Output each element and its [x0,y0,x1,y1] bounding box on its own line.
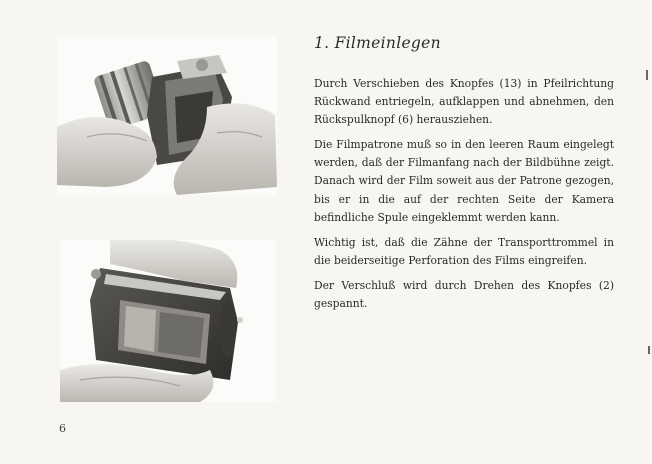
edge-mark [648,346,650,354]
paragraph: Die Filmpatrone muß so in den leeren Raum eingelegt werden, daß der Filmanfang nach der Bildbühne zeigt. Danach wird der Film soweit aus der Patrone gezogen, bis er in die auf der rechten Seite der Kamera befindliche Spule eingeklemmt werden kann. [314,138,614,224]
paragraph: Durch Verschieben des Knopfes (13) in Pfeilrichtung Rückwand entriegeln, aufklappen und abnehmen, den Rückspulknopf (6) herausziehen. [314,77,614,127]
page-number: 6 [59,422,66,435]
photo-camera-back-removal [57,37,277,195]
paragraph: Der Verschluß wird durch Drehen des Knopfes (2) gespannt. [314,278,614,311]
instruction-text [314,75,614,320]
paragraph: Wichtig ist, daß die Zähne der Transporttrommel in die beiderseitige Perforation des Films eingreifen. [314,235,614,267]
edge-mark [646,70,648,80]
photo-film-loading [60,240,276,402]
section-title: 1. Filmeinlegen [314,34,441,52]
